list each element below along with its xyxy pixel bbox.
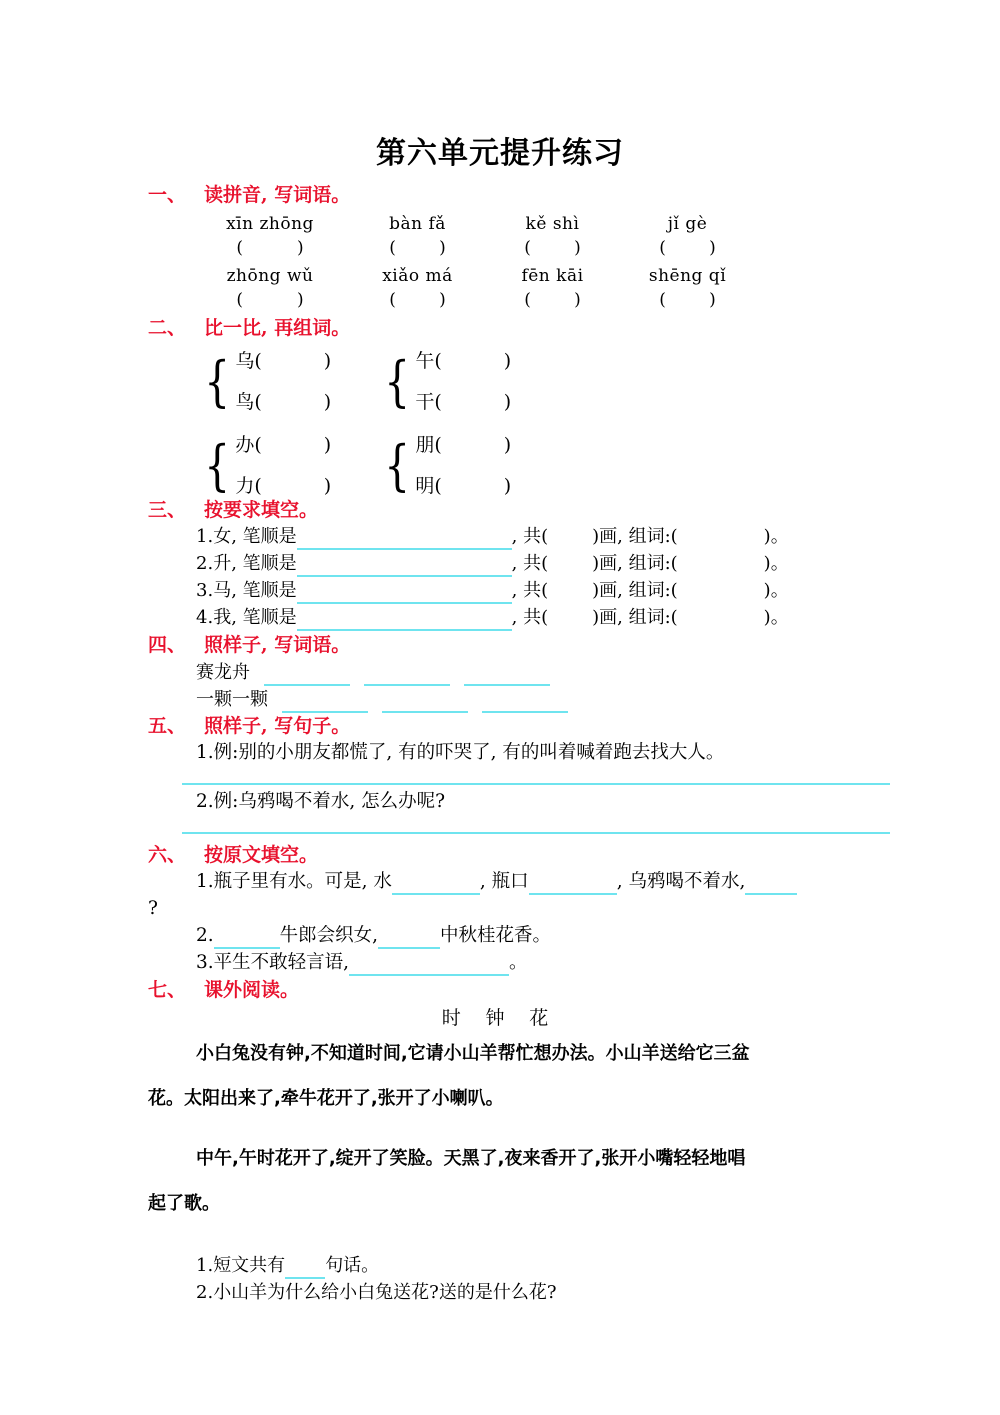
section-7-title: 课外阅读。	[204, 979, 300, 1001]
passage-line: 起了歌。	[148, 1193, 220, 1214]
mid-text: , 共(	[511, 526, 549, 547]
pinyin-cell: bàn fǎ	[389, 214, 446, 234]
stroke-order-blank[interactable]	[297, 529, 512, 550]
section-1-heading	[148, 182, 350, 208]
text-part: 牛郎会织女,	[279, 925, 379, 946]
passage-question-1	[196, 1253, 379, 1279]
end-text: )。	[763, 580, 789, 601]
compare-char: 鸟	[235, 391, 255, 413]
fill-blank[interactable]	[745, 876, 797, 895]
example-label: 例:	[213, 742, 239, 763]
fill-blank[interactable]	[392, 876, 480, 895]
stroke-order-row: 3.马, 笔顺是 , 共( )画, 组词:( )。	[196, 578, 789, 604]
prompt-text: 笔顺是	[242, 580, 297, 601]
section-2-heading	[148, 315, 350, 341]
target-char: 我	[213, 607, 232, 628]
answer-blank[interactable]: ( )	[659, 238, 716, 258]
answer-blank[interactable]: ( )	[659, 290, 716, 310]
section-4-title: 照样子, 写词语。	[204, 634, 351, 656]
stroke-order-row: 2.升, 笔顺是 , 共( )画, 组词:( )。	[196, 551, 789, 577]
after-count-text: )画, 组词:(	[592, 526, 678, 547]
example-label: 例:	[213, 791, 239, 812]
pinyin-cell: shēng qǐ	[648, 266, 727, 286]
answer-rule[interactable]	[182, 783, 890, 785]
section-4-heading	[148, 632, 350, 658]
item-index: 2.	[196, 791, 214, 812]
answer-rule[interactable]	[182, 832, 890, 834]
compare-char: 明	[415, 475, 435, 497]
pinyin-row-1	[190, 212, 755, 236]
after-count-text: )画, 组词:(	[592, 580, 678, 601]
passage-line: 小白兔没有钟,不知道时间,它请小山羊帮忙想办法。小山羊送给它三盆	[196, 1043, 750, 1064]
pinyin-cell: zhōng wǔ	[226, 266, 314, 286]
end-text: )。	[763, 607, 789, 628]
word-blank[interactable]	[482, 692, 568, 713]
question-text: 小山羊为什么给小白兔送花?送的是什么花?	[213, 1282, 557, 1303]
section-7-number: 七、	[148, 979, 187, 1001]
compare-char: 干	[415, 391, 435, 413]
compare-group-1	[200, 341, 331, 423]
section-2-title: 比一比, 再组词。	[204, 317, 351, 339]
fill-blank[interactable]	[529, 876, 617, 895]
word-blank[interactable]	[264, 665, 350, 686]
stroke-order-row: 4.我, 笔顺是 , 共( )画, 组词:( )。	[196, 605, 789, 631]
example-text: 乌鸦喝不着水, 怎么办呢?	[238, 791, 446, 812]
target-char: 升	[213, 553, 232, 574]
compare-row[interactable]: 鸟( )	[235, 391, 332, 413]
stroke-order-row: 1.女, 笔顺是 , 共( )画, 组词:( )。	[196, 524, 789, 550]
wrap-tail: ?	[148, 898, 158, 919]
pinyin-cell: fēn kāi	[521, 266, 584, 286]
section-5-title: 照样子, 写句子。	[204, 715, 351, 737]
compare-row[interactable]: 力( )	[235, 475, 332, 497]
question-text: 短文共有	[213, 1255, 286, 1276]
compare-group-3	[200, 425, 331, 507]
target-char: 马	[213, 580, 232, 601]
answer-blank[interactable]: ( )	[524, 290, 581, 310]
example-text: 别的小朋友都慌了, 有的吓哭了, 有的叫着喊着跑去找大人。	[238, 742, 725, 763]
section-5-number: 五、	[148, 715, 187, 737]
compare-char: 办	[235, 434, 255, 456]
fill-original-row-3	[196, 950, 528, 976]
word-blank[interactable]	[382, 692, 468, 713]
text-part: , 乌鸦喝不着水,	[616, 871, 746, 892]
compare-row[interactable]: 朋( )	[415, 434, 512, 456]
brace-icon: {	[384, 350, 411, 413]
brace-icon: {	[204, 434, 231, 497]
word-blank[interactable]	[464, 665, 550, 686]
item-index: 1.	[196, 1255, 214, 1276]
compare-group-2	[380, 341, 511, 423]
answer-paren-row-2	[190, 288, 755, 312]
passage-title: 时 钟 花	[441, 1008, 559, 1029]
section-4-number: 四、	[148, 634, 187, 656]
mid-text: , 共(	[511, 580, 549, 601]
compare-row[interactable]: 午( )	[415, 350, 512, 372]
answer-blank[interactable]: ( )	[524, 238, 581, 258]
after-count-text: )画, 组词:(	[592, 607, 678, 628]
sentence-example-1	[196, 740, 724, 766]
item-index: 4.	[196, 607, 214, 628]
text-part: 瓶子里有水。可是, 水	[213, 871, 392, 892]
compare-char: 力	[235, 475, 255, 497]
pinyin-cell: xiǎo má	[382, 266, 453, 286]
item-index: 1.	[196, 871, 214, 892]
sentence-example-2	[196, 789, 445, 815]
count-blank[interactable]	[285, 1260, 325, 1279]
brace-icon: {	[204, 350, 231, 413]
brace-icon: {	[384, 434, 411, 497]
text-part: 平生不敢轻言语,	[213, 952, 350, 973]
section-3-heading	[148, 497, 318, 523]
compare-row[interactable]: 办( )	[235, 434, 332, 456]
fill-blank[interactable]	[378, 930, 440, 949]
fill-original-row-2	[196, 923, 551, 949]
stroke-order-blank[interactable]	[297, 610, 512, 631]
example-word: 赛龙舟	[196, 662, 250, 683]
stroke-order-blank[interactable]	[297, 583, 512, 604]
section-6-heading	[148, 842, 318, 868]
prompt-text: 笔顺是	[242, 526, 297, 547]
end-text: )。	[763, 553, 789, 574]
end-text: )。	[763, 526, 789, 547]
section-5-heading	[148, 713, 350, 739]
word-pattern-row	[196, 686, 568, 713]
item-index: 2.	[196, 553, 214, 574]
section-1-number: 一、	[148, 184, 187, 206]
section-2-number: 二、	[148, 317, 187, 339]
pinyin-cell: kě shì	[525, 214, 580, 234]
item-index: 1.	[196, 742, 214, 763]
fill-blank[interactable]	[349, 957, 509, 976]
word-pattern-row	[196, 659, 550, 686]
section-7-heading	[148, 977, 299, 1003]
section-3-title: 按要求填空。	[204, 499, 319, 521]
compare-char: 朋	[415, 434, 435, 456]
fill-original-row-1	[196, 869, 797, 895]
compare-row[interactable]: 干( )	[415, 391, 512, 413]
word-blank[interactable]	[282, 692, 368, 713]
pinyin-cell: jǐ gè	[667, 214, 708, 234]
pinyin-cell: xīn zhōng	[226, 214, 314, 234]
item-index: 3.	[196, 580, 214, 601]
word-blank[interactable]	[364, 665, 450, 686]
answer-paren-row-1	[190, 236, 755, 260]
question-text: 句话。	[325, 1255, 380, 1276]
passage-line: 花。太阳出来了,牵牛花开了,张开了小喇叭。	[148, 1088, 504, 1109]
prompt-text: 笔顺是	[242, 553, 297, 574]
passage-line: 中午,午时花开了,绽开了笑脸。天黑了,夜来香开了,张开小嘴轻轻地唱	[196, 1148, 746, 1169]
mid-text: , 共(	[511, 553, 549, 574]
section-6-title: 按原文填空。	[204, 844, 319, 866]
prompt-text: 笔顺是	[242, 607, 297, 628]
item-index: 2.	[196, 925, 214, 946]
target-char: 女	[213, 526, 232, 547]
answer-blank[interactable]: ( )	[389, 238, 446, 258]
passage-question-2	[196, 1280, 557, 1306]
compare-char: 乌	[235, 350, 255, 372]
compare-row[interactable]: 乌( )	[235, 350, 332, 372]
text-part: 。	[509, 952, 528, 973]
fill-original-row-1-wrap	[148, 896, 158, 922]
answer-blank[interactable]: ( )	[236, 238, 304, 258]
page-title: 第六单元提升练习	[376, 136, 624, 171]
compare-row[interactable]: 明( )	[415, 475, 512, 497]
fill-blank[interactable]	[214, 930, 280, 949]
compare-char: 午	[415, 350, 435, 372]
example-word: 一颗一颗	[196, 689, 268, 710]
text-part: , 瓶口	[479, 871, 529, 892]
stroke-order-blank[interactable]	[297, 556, 512, 577]
item-index: 3.	[196, 952, 214, 973]
after-count-text: )画, 组词:(	[592, 553, 678, 574]
answer-blank[interactable]: ( )	[389, 290, 446, 310]
mid-text: , 共(	[511, 607, 549, 628]
compare-group-4	[380, 425, 511, 507]
item-index: 2.	[196, 1282, 214, 1303]
section-3-number: 三、	[148, 499, 187, 521]
pinyin-row-2	[190, 264, 755, 288]
item-index: 1.	[196, 526, 214, 547]
answer-blank[interactable]: ( )	[236, 290, 304, 310]
section-6-number: 六、	[148, 844, 187, 866]
text-part: 中秋桂花香。	[440, 925, 552, 946]
section-1-title: 读拼音, 写词语。	[204, 184, 351, 206]
